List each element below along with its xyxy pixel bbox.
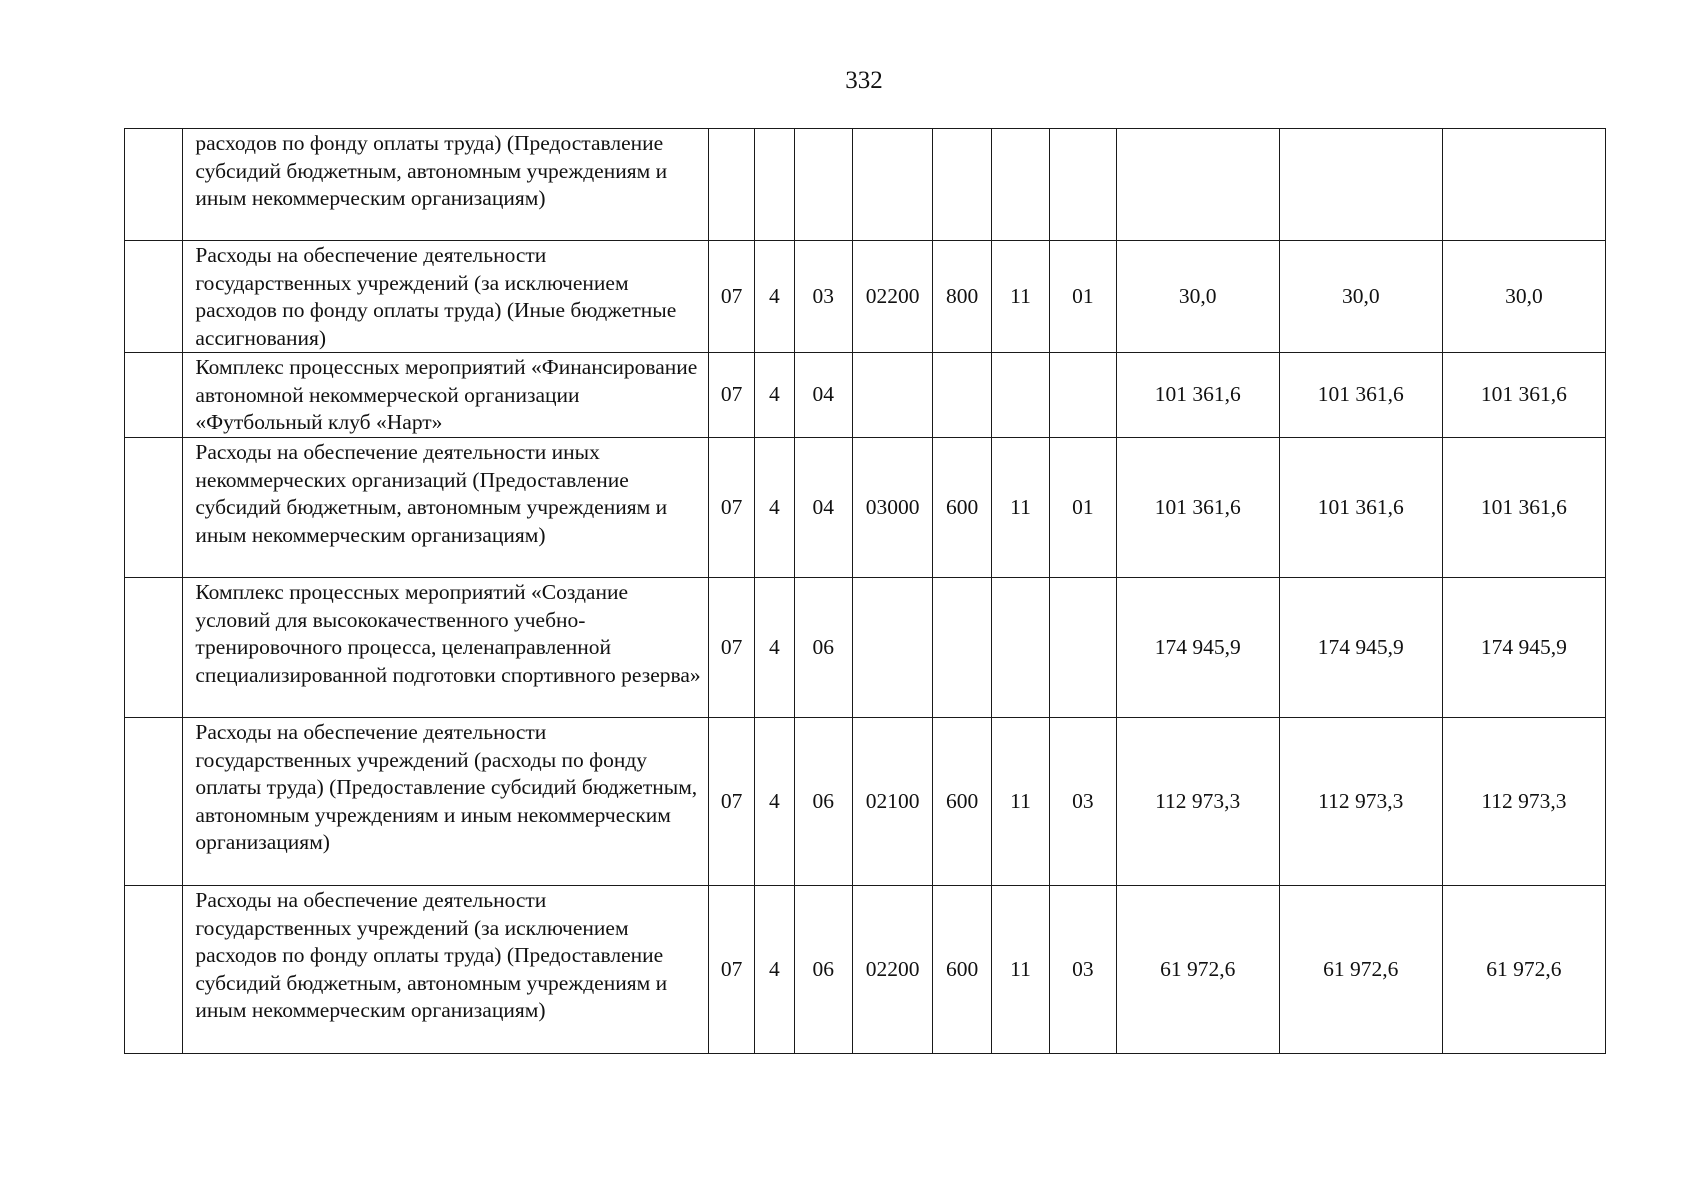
expense-type-cell: 800 [933,241,991,353]
amount-cell: 112 973,3 [1116,718,1279,886]
amount-cell: 30,0 [1116,241,1279,353]
amount-cell: 101 361,6 [1442,438,1605,578]
amount-cell: 112 973,3 [1442,718,1605,886]
amount-cell: 61 972,6 [1279,886,1442,1054]
program-code-cell: 4 [755,241,794,353]
program-code-cell: 4 [755,438,794,578]
section-code-cell: 07 [708,886,754,1054]
row-name-cell: Комплекс процессных мероприятий «Создание условий для высококачественного учебно-тренировочного процесса, целенаправленной специализированной подготовки спортивного резерва» [183,578,709,718]
chapter-code-cell: 11 [991,718,1049,886]
chapter-code-cell [991,129,1049,241]
amount-cell: 30,0 [1279,241,1442,353]
program-code-cell: 4 [755,578,794,718]
table-row [125,886,1606,1054]
section-code-cell: 07 [708,718,754,886]
subsection-code-cell [1050,353,1116,438]
direction-code-cell [852,353,933,438]
table-row [125,353,1606,438]
row-name-cell: Комплекс процессных мероприятий «Финансирование автономной некоммерческой организации «Футбольный клуб «Нарт» [183,353,709,438]
direction-code-cell [852,578,933,718]
expense-type-cell [933,578,991,718]
row-name-cell: Расходы на обеспечение деятельности государственных учреждений (за исключением расходов по фонду оплаты труда) (Предоставление субсидий бюджетным, автономным учреждениям и иным некоммерческим организациям) [183,886,709,1054]
amount-cell [1279,129,1442,241]
index-cell [125,129,183,241]
expense-type-cell [933,353,991,438]
subprogram-code-cell: 06 [794,578,852,718]
row-name-cell: расходов по фонду оплаты труда) (Предоставление субсидий бюджетным, автономным учреждениям и иным некоммерческим организациям) [183,129,709,241]
index-cell [125,718,183,886]
program-code-cell: 4 [755,353,794,438]
chapter-code-cell: 11 [991,241,1049,353]
subprogram-code-cell: 04 [794,438,852,578]
subprogram-code-cell [794,129,852,241]
amount-cell: 112 973,3 [1279,718,1442,886]
amount-cell: 101 361,6 [1116,353,1279,438]
expense-type-cell: 600 [933,718,991,886]
program-code-cell: 4 [755,718,794,886]
program-code-cell [755,129,794,241]
subprogram-code-cell: 03 [794,241,852,353]
direction-code-cell [852,129,933,241]
amount-cell: 174 945,9 [1442,578,1605,718]
section-code-cell: 07 [708,353,754,438]
amount-cell: 101 361,6 [1279,438,1442,578]
amount-cell: 101 361,6 [1279,353,1442,438]
section-code-cell [708,129,754,241]
section-code-cell: 07 [708,438,754,578]
direction-code-cell: 02200 [852,241,933,353]
section-code-cell: 07 [708,578,754,718]
subsection-code-cell [1050,129,1116,241]
row-name-cell: Расходы на обеспечение деятельности государственных учреждений (расходы по фонду оплаты труда) (Предоставление субсидий бюджетным, автономным учреждениям и иным некоммерческим организациям) [183,718,709,886]
section-code-cell: 07 [708,241,754,353]
index-cell [125,886,183,1054]
page-number: 332 [845,67,883,94]
subprogram-code-cell: 06 [794,886,852,1054]
amount-cell: 174 945,9 [1116,578,1279,718]
subsection-code-cell: 01 [1050,438,1116,578]
index-cell [125,241,183,353]
subsection-code-cell: 03 [1050,886,1116,1054]
chapter-code-cell: 11 [991,886,1049,1054]
index-cell [125,578,183,718]
subprogram-code-cell: 04 [794,353,852,438]
budget-table [124,128,1606,1054]
chapter-code-cell: 11 [991,438,1049,578]
expense-type-cell: 600 [933,886,991,1054]
subsection-code-cell: 01 [1050,241,1116,353]
direction-code-cell: 02100 [852,718,933,886]
table-row [125,718,1606,886]
table-row [125,129,1606,241]
table-row [125,241,1606,353]
amount-cell: 30,0 [1442,241,1605,353]
expense-type-cell: 600 [933,438,991,578]
row-name-cell: Расходы на обеспечение деятельности иных некоммерческих организаций (Предоставление субсидий бюджетным, автономным учреждениям и иным некоммерческим организациям) [183,438,709,578]
amount-cell: 61 972,6 [1116,886,1279,1054]
program-code-cell: 4 [755,886,794,1054]
amount-cell: 174 945,9 [1279,578,1442,718]
amount-cell: 101 361,6 [1116,438,1279,578]
direction-code-cell: 02200 [852,886,933,1054]
subprogram-code-cell: 06 [794,718,852,886]
table-row [125,578,1606,718]
table-row [125,438,1606,578]
amount-cell: 61 972,6 [1442,886,1605,1054]
amount-cell: 101 361,6 [1442,353,1605,438]
amount-cell [1116,129,1279,241]
index-cell [125,353,183,438]
direction-code-cell: 03000 [852,438,933,578]
row-name-cell: Расходы на обеспечение деятельности государственных учреждений (за исключением расходов по фонду оплаты труда) (Иные бюджетные ассигнования) [183,241,709,353]
subsection-code-cell [1050,578,1116,718]
chapter-code-cell [991,578,1049,718]
chapter-code-cell [991,353,1049,438]
index-cell [125,438,183,578]
expense-type-cell [933,129,991,241]
amount-cell [1442,129,1605,241]
subsection-code-cell: 03 [1050,718,1116,886]
